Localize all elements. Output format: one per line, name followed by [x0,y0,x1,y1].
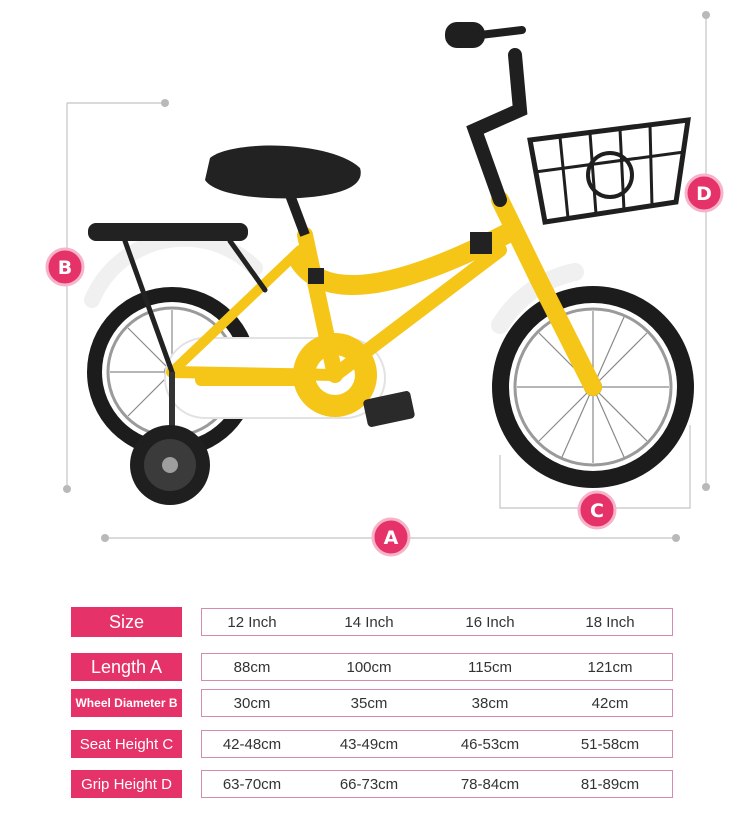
seat-height-row [0,730,750,758]
seat-height-row-values [201,730,673,758]
table-cell: 63-70cm [222,775,282,793]
seat [205,146,361,235]
table-cell: 14 Inch [344,613,394,631]
table-cell: 81-89cm [580,775,640,793]
grip-height-row-label: Grip Height D [71,770,182,798]
head-tube-emblem [470,232,492,254]
grip-height-row [0,770,750,798]
marker-d [686,175,722,211]
marker-a [373,519,409,555]
wheel-diameter-row [0,689,750,717]
table-cell: 16 Inch [465,613,515,631]
table-cell: 66-73cm [339,775,399,793]
length-row-label: Length A [71,653,182,681]
front-basket [530,120,688,222]
table-cell: 35cm [350,694,388,712]
size-row-label: Size [71,607,182,637]
size-table [0,600,750,829]
length-row-values [201,653,673,681]
table-cell: 42-48cm [222,735,282,753]
table-cell: 51-58cm [580,735,640,753]
table-cell: 43-49cm [339,735,399,753]
marker-c [579,492,615,528]
length-row [0,653,750,681]
marker-c-letter: C [590,500,604,522]
wheel-diameter-row-values [201,689,673,717]
marker-b [47,249,83,285]
table-cell: 115cm [468,658,512,676]
table-cell: 18 Inch [585,613,635,631]
table-cell: 12 Inch [227,613,277,631]
size-row-values [201,608,673,636]
marker-a-letter: A [383,527,399,549]
table-cell: 78-84cm [460,775,520,793]
marker-b-letter: B [57,257,73,279]
table-cell: 100cm [346,658,392,676]
wheel-diameter-row-label: Wheel Diameter B [71,689,182,717]
table-cell: 46-53cm [460,735,520,753]
grip-height-row-values [201,770,673,798]
seat-height-row-label: Seat Height C [71,730,182,758]
seat-tube-emblem [308,268,324,284]
table-cell: 88cm [233,658,271,676]
size-row [0,607,750,637]
table-cell: 121cm [587,658,633,676]
table-cell: 30cm [233,694,271,712]
handlebar [445,22,522,200]
table-cell: 42cm [591,694,629,712]
marker-d-letter: D [696,183,712,205]
table-cell: 38cm [471,694,509,712]
